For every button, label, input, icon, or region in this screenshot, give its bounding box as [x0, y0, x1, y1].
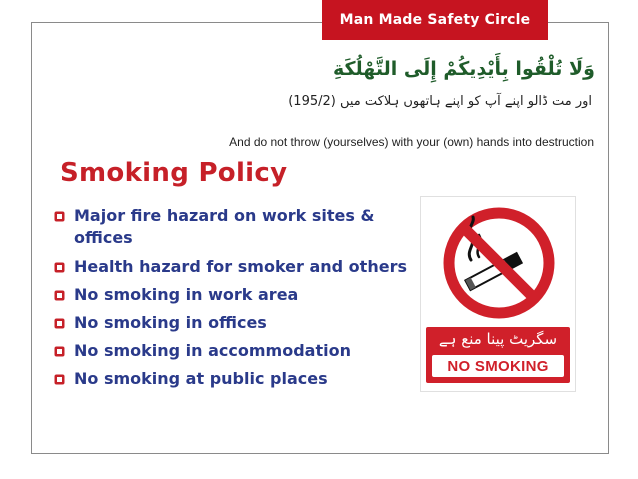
bullet-icon — [54, 262, 65, 273]
policy-list — [54, 205, 434, 396]
bullet-icon — [54, 211, 65, 222]
sign-urdu-text: سگریٹ پینا منع ہے — [438, 330, 558, 348]
bullet-icon — [54, 374, 65, 385]
bullet-icon — [54, 290, 65, 301]
list-item — [54, 368, 434, 390]
quran-verse-english: And do not throw (yourselves) with your (own) hands into destruction — [229, 135, 594, 149]
slide-header-banner — [322, 0, 548, 40]
sign-english-text: NO SMOKING — [432, 355, 564, 377]
list-item-text: No smoking in offices — [74, 313, 267, 332]
quran-verse-urdu: اور مت ڈالو اپنے آپ کو اپنے ہاتھوں ہلاکت میں (195/2) — [288, 94, 592, 109]
list-item-text: Health hazard for smoker and others — [74, 257, 407, 276]
list-item — [54, 205, 399, 249]
list-item-text: No smoking in accommodation — [74, 341, 351, 360]
list-item-text: No smoking in work area — [74, 285, 299, 304]
list-item — [54, 256, 434, 278]
no-smoking-sign — [420, 196, 576, 392]
list-item-text: No smoking at public places — [74, 369, 328, 388]
slide-title: Smoking Policy — [60, 158, 288, 188]
quran-verse-arabic: وَلَا تُلْقُوا بِأَيْدِيكُمْ إِلَى التَّهْلُكَةِ — [332, 58, 595, 80]
list-item — [54, 340, 434, 362]
list-item-text: Major fire hazard on work sites & offices — [74, 206, 375, 247]
bullet-icon — [54, 318, 65, 329]
bullet-icon — [54, 346, 65, 357]
sign-label-panel — [426, 327, 570, 383]
list-item — [54, 284, 434, 306]
no-smoking-icon — [441, 205, 557, 321]
banner-title: Man Made Safety Circle — [339, 12, 531, 28]
list-item — [54, 312, 434, 334]
